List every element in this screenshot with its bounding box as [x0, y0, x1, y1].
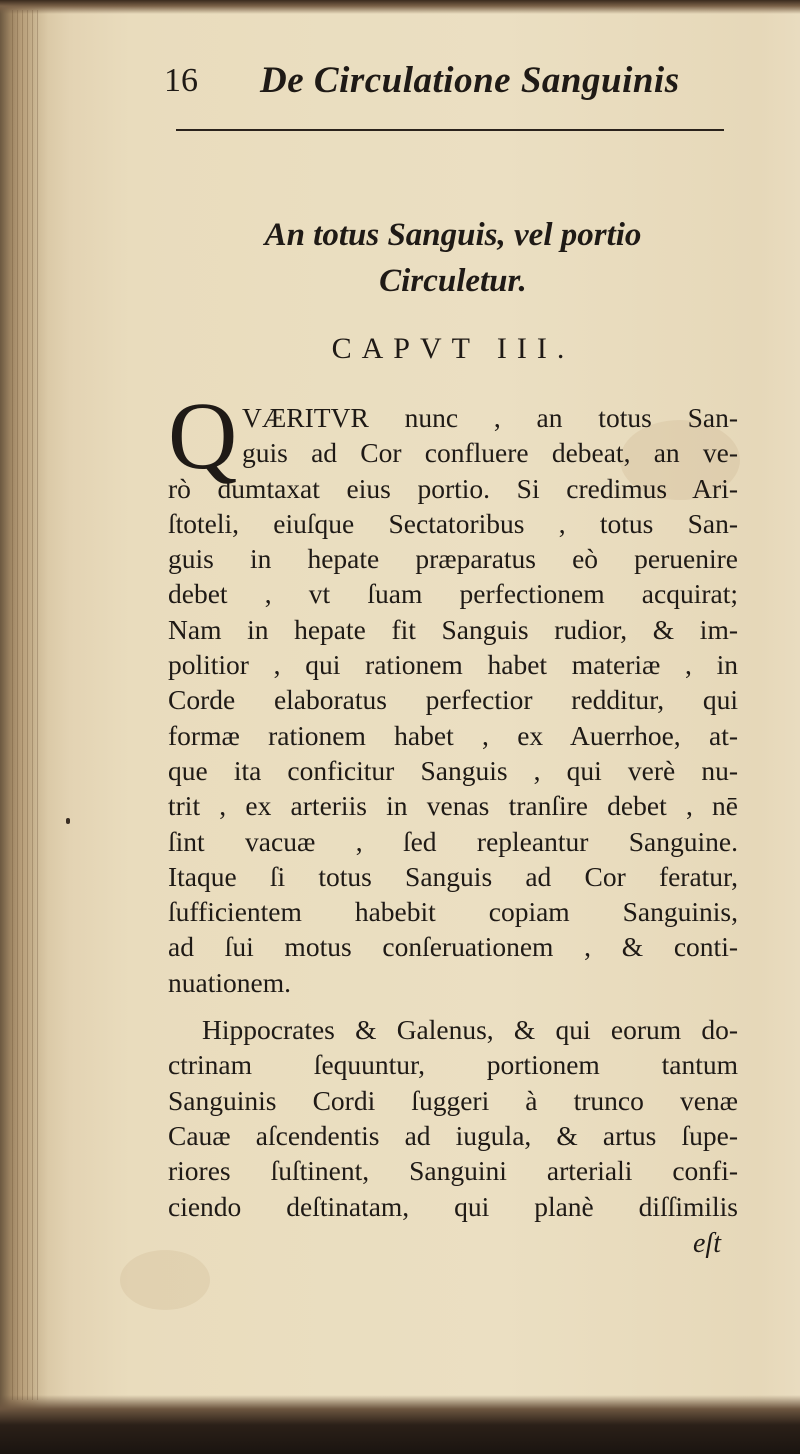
drop-capital: Q — [168, 382, 238, 489]
head-rule — [176, 129, 724, 131]
text-line: VÆRITVR nunc , an totus San- — [242, 402, 738, 433]
chapter-title — [168, 212, 738, 304]
page-bottom-edge — [0, 1395, 800, 1454]
text-line: guis in hepate præparatus eò peruenire — [168, 543, 738, 575]
text-line: trit , ex arteriis in venas tranſire debet , nē — [168, 790, 738, 822]
text-line: rò dumtaxat eius portio. Si credimus Ari- — [168, 472, 738, 504]
text-line: ctrinam ſequuntur, portionem tantum — [168, 1049, 738, 1081]
text-line: riores ſuſtinent, Sanguini arteriali confi- — [168, 1155, 738, 1187]
text-line: nuationem. — [168, 966, 291, 998]
running-head — [164, 50, 738, 112]
paragraph — [168, 1012, 738, 1224]
text-line: ad ſui motus conſeruationem , & conti- — [168, 931, 738, 963]
text-line: formæ rationem habet , ex Auerrhoe, at- — [168, 719, 738, 751]
running-title: De Circulatione Sanguinis — [260, 60, 680, 101]
text-line: ſufficientem habebit copiam Sanguinis, — [168, 896, 738, 928]
text-line: Nam in hepate fit Sanguis rudior, & im- — [168, 613, 738, 645]
text-line: Sanguinis Cordi ſuggeri à trunco venæ — [168, 1084, 738, 1116]
catchword: eſt — [693, 1228, 721, 1259]
text-line: debet , vt ſuam perfectionem acquirat; — [168, 578, 738, 610]
margin-ink-dot — [66, 818, 70, 824]
paper-stain — [120, 1250, 210, 1310]
text-line: ſint vacuæ , ſed repleantur Sanguine. — [168, 825, 738, 857]
text-block — [164, 50, 738, 1259]
text-line: Itaque ſi totus Sanguis ad Cor feratur, — [168, 860, 738, 892]
text-line: ſtoteli, eiuſque Sectatoribus , totus San- — [168, 507, 738, 539]
page-top-edge — [0, 0, 800, 14]
text-line: Hippocrates & Galenus, & qui eorum do- — [202, 1014, 738, 1046]
body-text — [168, 382, 738, 1224]
text-line: Corde elaboratus perfectior redditur, qui — [168, 684, 738, 716]
page-number: 16 — [164, 62, 198, 99]
text-line: Cauæ aſcendentis ad iugula, & artus ſupe- — [168, 1119, 738, 1151]
text-line: que ita conficitur Sanguis , qui verè nu- — [168, 754, 738, 786]
text-line: politior , qui rationem habet materiæ , in — [168, 649, 738, 681]
text-line: ciendo deſtinatam, qui planè diſſimilis — [168, 1190, 738, 1222]
chapter-number: CAPVT III. — [331, 332, 575, 365]
binding-edge-texture — [12, 10, 38, 1400]
chapter-title-line: Circuletur. — [379, 263, 527, 299]
paragraph — [168, 382, 738, 1000]
text-line: guis ad Cor confluere debeat, an ve- — [242, 437, 738, 469]
chapter-title-line: An totus Sanguis, vel portio — [264, 217, 642, 253]
